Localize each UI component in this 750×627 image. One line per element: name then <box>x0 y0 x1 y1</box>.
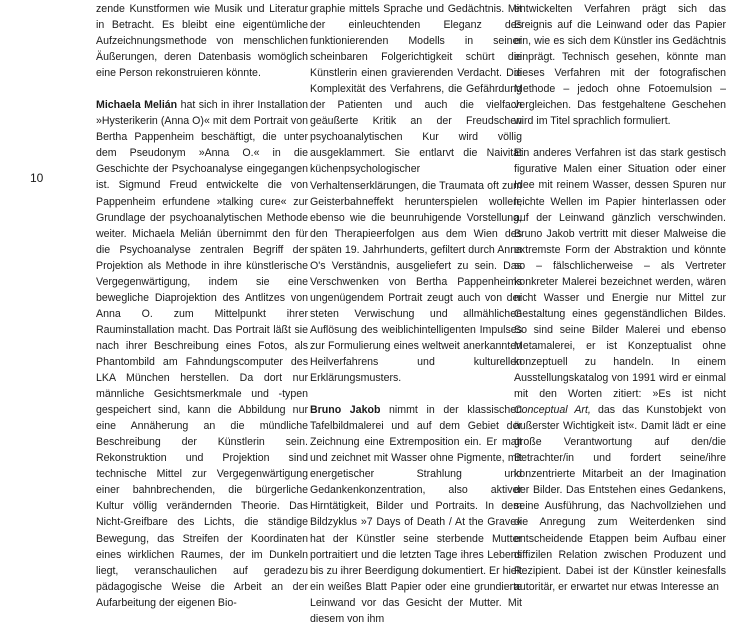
paragraph-text: hat sich in ihrer Installation »Hysterikerin (Anna O)« mit dem Portrait von Bertha Pappenheim beschäftigt, die unter dem Pseudonym »Anna O.« in die Geschichte der Psychoanalyse eingegangen ist. Sigmund Freud entwickelte die von Pappenheim erfundene »talking cure« zur Grundlage der psychoanalytischen Methode weiter. Michaela Melián übernimmt den für die Psychoanalyse zentralen Begriff der Projektion als Methode in ihre künstlerische Vergegenwärtigung, indem sie eine bewegliche Diaprojektion des Antlitzes von Anna O. zum Mittelpunkt ihrer Rauminstallation macht. Das Portrait läßt sie nach ihrer Beschreibung eines Fotos, als Phantombild am Fahndungscomputer des LKA München herstellen. Da dort nur männliche Gesichtsmerkmale und -typen gespeichert sind, kann die Abbildung nur eine Annäherung an die mündliche Beschreibung der Künstlerin sein. Rekonstruktion und Projektion sind technische Mittel zur Vergegenwärtigung einer bahnbrechenden, die bürgerliche Kultur völlig verändernden Theorie. Das Nicht-Greifbare des Lichts, die ständige Bewegung, das Streifen der Koordinaten eines wirklichen Raumes, der im Dunkeln liegt, veranschaulichen auf geradezu pädagogische Weise die Arbeit an der Aufarbeitung der eigenen Bio- <box>96 99 308 609</box>
paragraph-melian <box>96 97 308 611</box>
paragraph <box>514 145 726 594</box>
paragraph: graphie mittels Sprache und Gedächtnis. Mit der einleuchtenden Eleganz des funktionierenden Modells in seiner scheinbaren Folgerichtigkeit schürt die Künstlerin einen gravierenden Verdacht. Die Komplexität des Verfahrens, die Gefährdung der Patienten und auch die vielfach geäußerte Kritik an der Freudschen psychoanalytischen Kur wird völlig ausgeklammert. Sie entlarvt die Naivität küchenpsychologischer Verhaltenserklärungen, die Traumata oft zum Geisterbahneffekt herunterspielen wollen, ebenso wie die beunruhigende Vorstellung, den Therapieerfolgen aus dem Wien des späten 19. Jahrhunderts, gefiltert durch Anna O's Verständnis, ausgeliefert zu sein. Das Verschwenken von Bertha Pappenheims ungenügendem Portrait zeugt auch von der steten Verwischung und allmählichen Auflösung des weiblichintelligenten Impulses zur Formulierung eines weltweit anerkannten Heilverfahrens und kulturellen Erklärungsmusters. <box>310 3 522 385</box>
paragraph: entwickelten Verfahren prägt sich das Ereignis auf die Leinwand oder das Papier ein, wie es sich dem Künstler ins Gedächtnis einprägt. Technisch gesehen, könnte man dieses Verfahren mit der fotografischen Methode – jedoch ohne Fotoemulsion – vergleichen. Das festgehaltene Geschehen wird im Titel sprachlich formuliert. <box>514 3 726 128</box>
column-3 <box>514 1 726 595</box>
paragraph-text: nimmt in der klassischen Tafelbildmalerei und auf dem Gebiet der Zeichnung eine Extremposition ein. Er malt und zeichnet mit Wasser ohne Pigmente, mit energetischer Strahlung und Gedankenkonzentration, also aktiver Hirntätigkeit, Bilder und Portraits. In dem Bildzyklus »7 Days of Death / At the Grave« hat der Künstler seine sterbende Mutter portraitiert und die letzten Tage ihres Lebens bis zu ihrer Beerdigung dokumentiert. Er hielt ein weißes Blatt Papier oder eine grundierte Leinwand vor das Gesicht der Mutter. Mit diesem von ihm <box>310 404 522 625</box>
column-1 <box>96 1 308 611</box>
italic-term: Conceptual Art, <box>514 404 591 417</box>
column-2 <box>310 1 522 627</box>
paragraph-jakob <box>310 402 522 627</box>
paragraph-text: Ein anderes Verfahren ist das stark gestisch figurative Malen einer Situation oder einer Idee mit reinem Wasser, dessen Spuren nur leichte Wellen im Papier hinterlassen oder auf der Leinwand gänzlich verschwinden. Bruno Jakob vertritt mit dieser Malweise die extremste Form der Abstraktion und könnte so – fälschlicherweise – als Vertreter konkreter Malerei bezeichnet werden, wären nicht Wasser und Energie nur Mittel zur Gestaltung eines gegenständlichen Bildes. So sind seine Bilder Malerei und ebenso Metamalerei, er ist Konzeptualist ohne konzeptuell zu handeln. In einem Ausstellungskatalog von 1991 wird er einmal mit den Worten zitiert: »Es ist nicht <box>514 147 726 401</box>
page-number: 10 <box>30 171 44 185</box>
artist-name: Bruno Jakob <box>310 404 381 417</box>
paragraph-text: das das Kunstobjekt von äußerster Wichtigkeit ist«. Damit lädt er eine große Verantwortung auf den/die Betrachter/in und fordert seine/ihre konzentrierte Mitarbeit an der Imagination der Bilder. Das Entstehen eines Gedankens, seine Ausführung, das Nachvollziehen und die Anregung zum Weiterdenken sind entscheidende Etappen beim Aufbau einer diffizilen Relation zwischen Produzent und Rezipient. Dabei ist der Künstler keinesfalls autoritär, er erwartet nur etwas Interesse an <box>514 404 727 593</box>
paragraph: zende Kunstformen wie Musik und Literatur in Betracht. Es bleibt eine eigentümliche Aufzeichnungsmethode von menschlichen Äußerungen, deren Datenbasis womöglich eine Person rekonstruieren könnte. <box>96 3 308 80</box>
artist-name: Michaela Melián <box>96 99 178 112</box>
